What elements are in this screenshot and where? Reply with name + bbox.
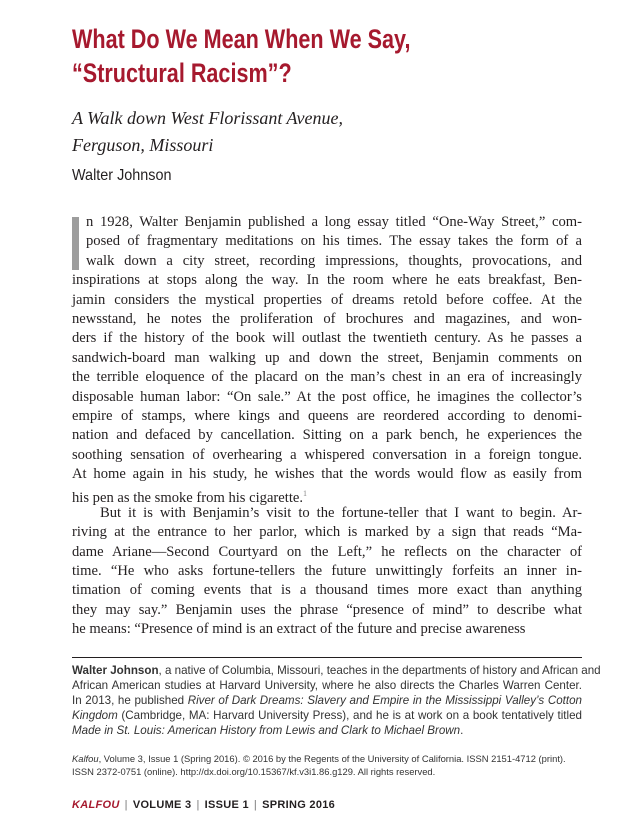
running-footer xyxy=(72,799,335,811)
bio-text: (Cambridge, MA: Harvard University Press), and he is at work on a book tentatively titled xyxy=(117,709,582,722)
body-line-text: jamin considers the mystical properties of dreams retold before coffee. At the xyxy=(72,291,582,308)
body-line xyxy=(72,620,582,639)
body-line xyxy=(72,368,582,387)
body-line xyxy=(72,562,582,581)
body-line-text: inspirations at stops along the way. In the room where he eats breakfast, Ben- xyxy=(72,272,582,289)
drop-cap-i xyxy=(72,217,79,270)
body-line-text: n 1928, Walter Benjamin published a long essay titled “One-Way Street,” com- xyxy=(86,214,582,230)
body-line xyxy=(72,213,582,232)
body-line xyxy=(72,426,582,445)
body-line xyxy=(72,446,582,465)
body-line xyxy=(72,349,582,368)
body-line xyxy=(72,523,582,542)
author-name: Walter Johnson xyxy=(72,167,172,184)
body-line-text: ders if the history of the book will outlast the twentieth century. As he passes a xyxy=(72,330,582,347)
body-line xyxy=(72,232,582,251)
body-line xyxy=(72,252,582,271)
footer-issue: ISSUE 1 xyxy=(204,799,249,811)
subtitle-line: Ferguson, Missouri xyxy=(72,135,214,155)
body-line-text: time. “He who asks fortune-tellers the future unwittingly forfeits an inner in- xyxy=(72,563,582,580)
body-line-text: his pen as the smoke from his cigarette. xyxy=(72,490,304,507)
bio-text: . xyxy=(460,724,464,737)
body-line-text: disposable human labor: “On sale.” At the post office, he imagines the collector’s xyxy=(72,388,582,405)
body-line xyxy=(72,310,582,329)
body-line xyxy=(72,581,582,600)
subtitle-line: A Walk down West Florissant Avenue, xyxy=(72,108,344,128)
body-line-text: newsstand, he notes the proliferation of brochures and magazines, and won- xyxy=(72,310,582,327)
body-line xyxy=(72,465,582,484)
body-line-text: walk down a city street, recording impressions, thoughts, provocations, and xyxy=(86,252,582,269)
journal-brand: KALFOU xyxy=(72,799,120,811)
bio-text: In 2013, he published xyxy=(72,694,188,707)
article-body xyxy=(72,213,582,640)
body-line-text: empire of stamps, where kings and queens are reordered according to denomi- xyxy=(72,407,582,424)
journal-name: Kalfou xyxy=(72,753,99,764)
footnote-marker[interactable]: 1 xyxy=(303,489,308,499)
bio-name: Walter Johnson xyxy=(72,664,159,677)
body-line-text: soothing sensation of overhearing a whispered conversation in a foreign tongue. xyxy=(72,446,582,463)
bio-text: , a native of Columbia, Missouri, teaches in the departments of history and African and xyxy=(158,664,601,677)
title-line: “Structural Racism”? xyxy=(72,58,292,88)
separator: | xyxy=(124,799,128,811)
body-line xyxy=(72,291,582,310)
footer-season: SPRING 2016 xyxy=(262,799,336,811)
body-line-text: posed of fragmentary meditations on his times. The essay takes the form of a xyxy=(86,233,582,250)
body-line-text: they may say.” Benjamin uses the phrase “presence of mind” to describe what xyxy=(72,601,582,618)
bio-text: African American studies at Harvard University, where he also directs the Charles Warren Center. xyxy=(72,679,582,692)
body-line-text: riving at the entrance to her parlor, which is marked by a sign that reads “Ma- xyxy=(72,524,582,541)
title-line: What Do We Mean When We Say, xyxy=(72,24,411,54)
book-title: Made in St. Louis: American History from Lewis and Clark to Michael Brown xyxy=(72,724,461,737)
citation xyxy=(72,752,572,778)
body-line xyxy=(72,388,582,407)
body-line-text: sandwich-board man walking up and down the street, Benjamin comments on xyxy=(72,349,582,366)
body-line xyxy=(72,484,582,507)
body-line-text: But it is with Benjamin’s visit to the fortune-teller that I want to begin. Ar- xyxy=(100,504,582,521)
article-subtitle xyxy=(72,105,343,159)
footnote-divider xyxy=(72,657,582,658)
body-line-text: the terrible eloquence of the placard on the man’s chest in an era of increasingly xyxy=(72,369,582,386)
book-title: River of Dark Dreams: Slavery and Empire in the Mississippi Valley’s Cotton xyxy=(187,694,582,707)
body-line-text: he means: “Presence of mind is an extract of the future and precise awareness xyxy=(72,621,526,638)
body-line xyxy=(72,543,582,562)
body-line xyxy=(72,504,582,523)
book-title: Kingdom xyxy=(72,709,118,722)
citation-text: , Volume 3, Issue 1 (Spring 2016). © 2016 by the Regents of the University of California. ISSN 2151-4712 (print). xyxy=(98,753,566,764)
body-line xyxy=(72,329,582,348)
body-line xyxy=(72,271,582,290)
author-bio xyxy=(72,663,601,738)
footer-volume: VOLUME 3 xyxy=(132,799,192,811)
body-line-text: timation of coming events that is a thousand times more exact than anything xyxy=(72,582,582,599)
body-line-text: At home again in his study, he wishes that the words would flow as easily from xyxy=(72,466,582,483)
body-line xyxy=(72,407,582,426)
separator: | xyxy=(253,799,258,811)
body-line-text: dame Ariane—Second Courtyard on the Left,” he reflects on the character of xyxy=(72,543,582,560)
citation-text: ISSN 2372-0751 (online). http://dx.doi.org/10.15367/kf.v3i1.86.g129. All rights reserved. xyxy=(72,766,436,777)
separator: | xyxy=(196,799,200,811)
article-title xyxy=(72,22,410,90)
body-line-text: nation and defaced by cancellation. Sitting on a park bench, he experiences the xyxy=(72,427,582,444)
body-line xyxy=(72,601,582,620)
